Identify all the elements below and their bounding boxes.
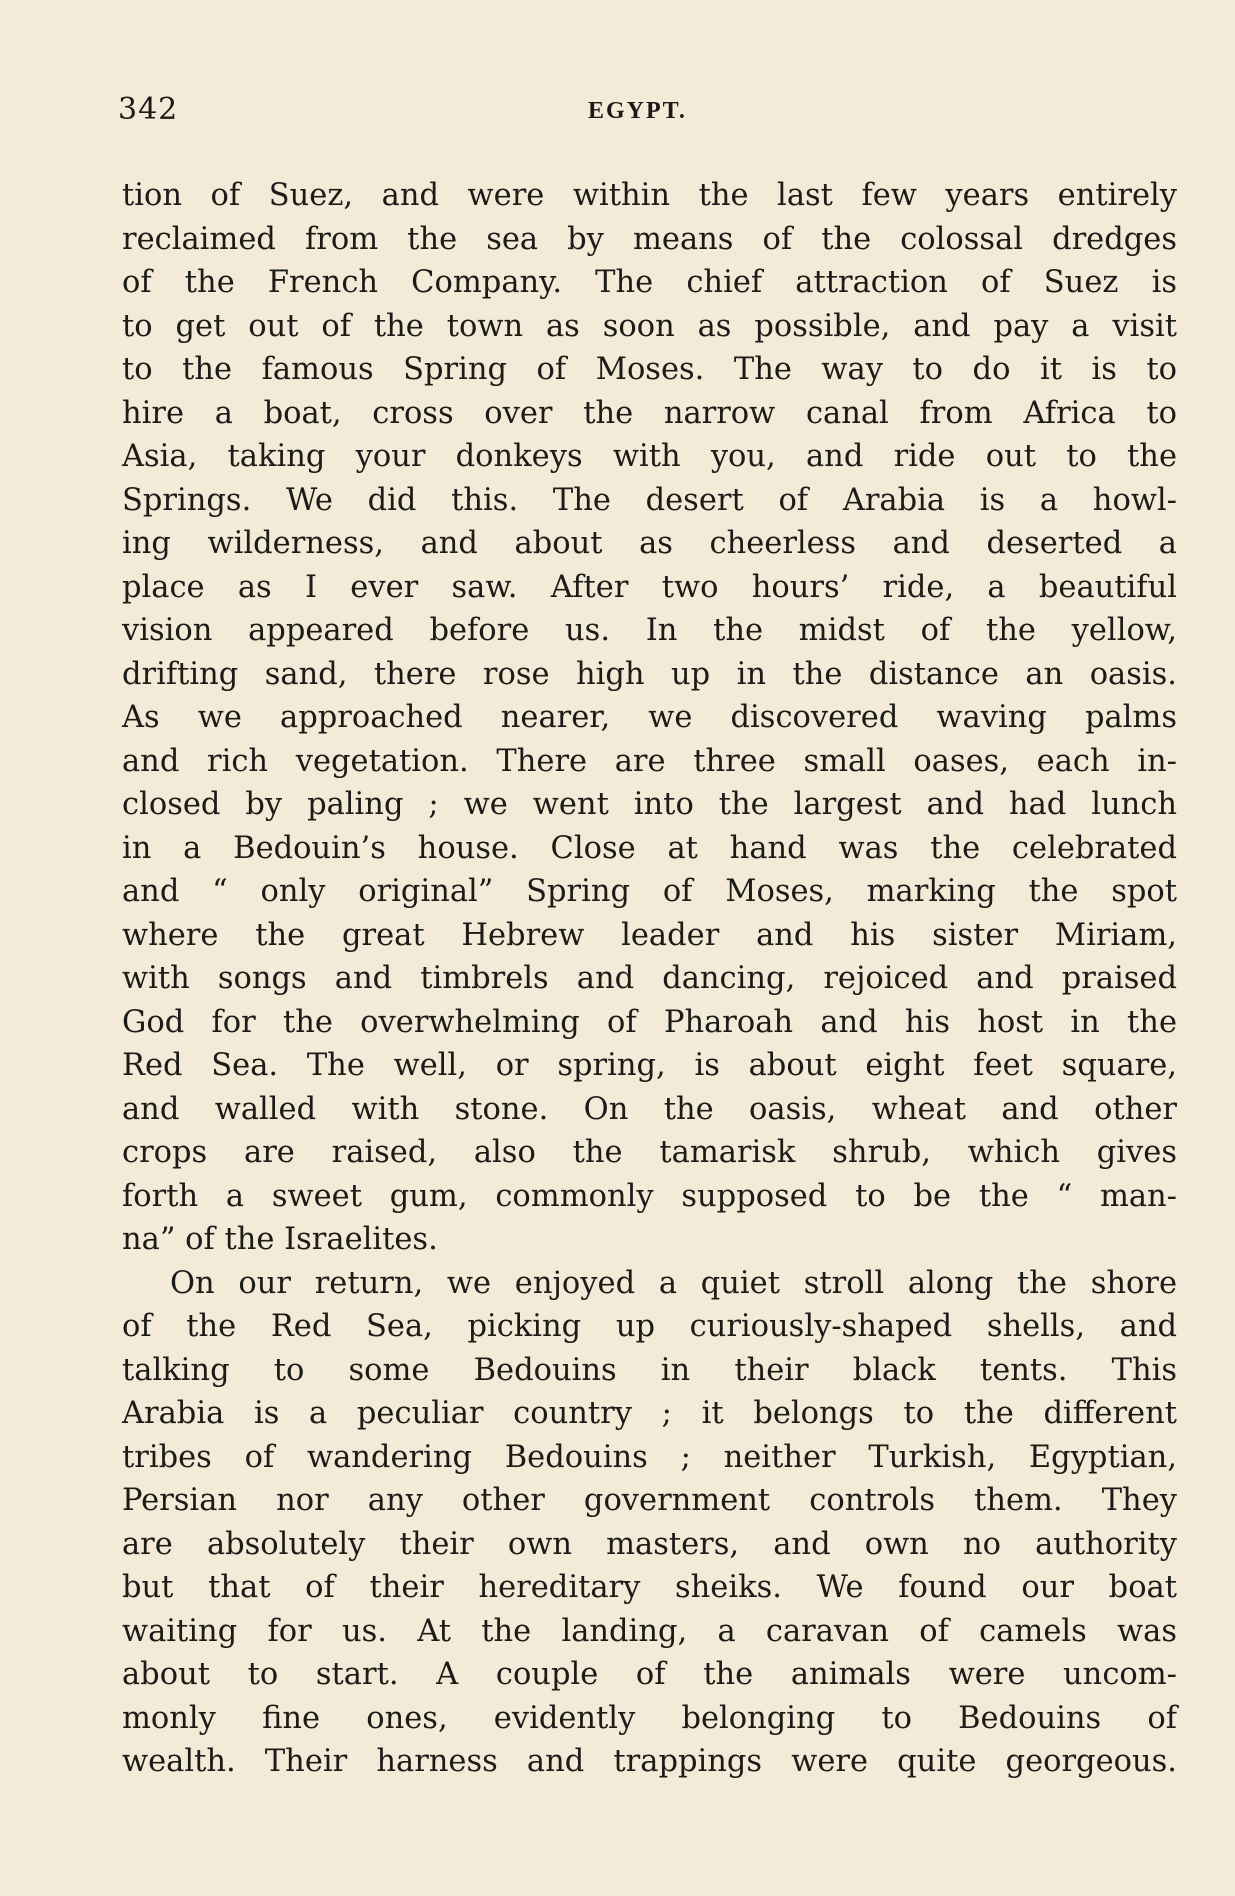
text-line: and “ only original” Spring of Moses, marking the spot [122, 874, 1177, 909]
text-line: and walled with stone. On the oasis, wheat and other [122, 1091, 1177, 1127]
paragraph-end-line: na” of the Israelites. [122, 1222, 438, 1257]
text-line: about to start. A couple of the animals were uncom- [122, 1657, 1177, 1692]
text-line: tribes of wandering Bedouins ; neither Turkish, Egyptian, [122, 1439, 1177, 1475]
text-line: Asia, taking your donkeys with you, and ride out to the [122, 439, 1177, 474]
text-line: God for the overwhelming of Pharoah and his host in the [122, 1004, 1177, 1040]
text-line: where the great Hebrew leader and his sister Miriam, [122, 917, 1177, 953]
text-line: talking to some Bedouins in their black tents. This [122, 1352, 1177, 1388]
text-line: tion of Suez, and were within the last few years entirely [122, 178, 1177, 213]
text-line: to get out of the town as soon as possible, and pay a visit [122, 308, 1177, 344]
text-line: in a Bedouin’s house. Close at hand was the celebrated [122, 830, 1177, 866]
text-line: closed by paling ; we went into the largest and had lunch [122, 787, 1177, 822]
text-line: As we approached nearer, we discovered waving palms [122, 700, 1177, 735]
text-line: monly fine ones, evidently belonging to Bedouins of [122, 1700, 1177, 1736]
body-text [122, 174, 1177, 1784]
text-line: but that of their hereditary sheiks. We found our boat [122, 1570, 1177, 1605]
paragraph-start-line: On our return, we enjoyed a quiet stroll along the shore [170, 1265, 1177, 1301]
running-head: EGYPT. [588, 98, 687, 124]
text-line: are absolutely their own masters, and own no authority [122, 1526, 1177, 1562]
text-line: of the French Company. The chief attraction of Suez is [122, 265, 1177, 300]
text-line: forth a sweet gum, commonly supposed to be the “ man- [122, 1178, 1177, 1214]
text-line: reclaimed from the sea by means of the colossal dredges [122, 221, 1177, 257]
text-line: with songs and timbrels and dancing, rejoiced and praised [122, 961, 1177, 996]
text-line: hire a boat, cross over the narrow canal from Africa to [122, 395, 1177, 431]
text-line: Springs. We did this. The desert of Arabia is a howl- [122, 482, 1177, 518]
text-line: to the famous Spring of Moses. The way to do it is to [122, 352, 1177, 387]
text-line: waiting for us. At the landing, a caravan of camels was [122, 1613, 1177, 1649]
text-line: place as I ever saw. After two hours’ ride, a beautiful [122, 569, 1177, 605]
text-line: ing wilderness, and about as cheerless and deserted a [122, 526, 1177, 561]
text-line: Arabia is a peculiar country ; it belongs to the different [122, 1396, 1177, 1431]
text-line: and rich vegetation. There are three small oases, each in- [122, 743, 1177, 779]
text-line: of the Red Sea, picking up curiously-shaped shells, and [122, 1309, 1177, 1344]
page-header [118, 92, 1178, 132]
page-number: 342 [118, 92, 179, 127]
text-line: Persian nor any other government controls them. They [122, 1483, 1177, 1518]
text-line: Red Sea. The well, or spring, is about eight feet square, [122, 1048, 1177, 1083]
text-line: crops are raised, also the tamarisk shrub, which gives [122, 1135, 1177, 1170]
text-line: drifting sand, there rose high up in the distance an oasis. [122, 656, 1177, 692]
text-line: wealth. Their harness and trappings were quite georgeous. [122, 1744, 1177, 1779]
text-line: vision appeared before us. In the midst of the yellow, [122, 613, 1177, 648]
